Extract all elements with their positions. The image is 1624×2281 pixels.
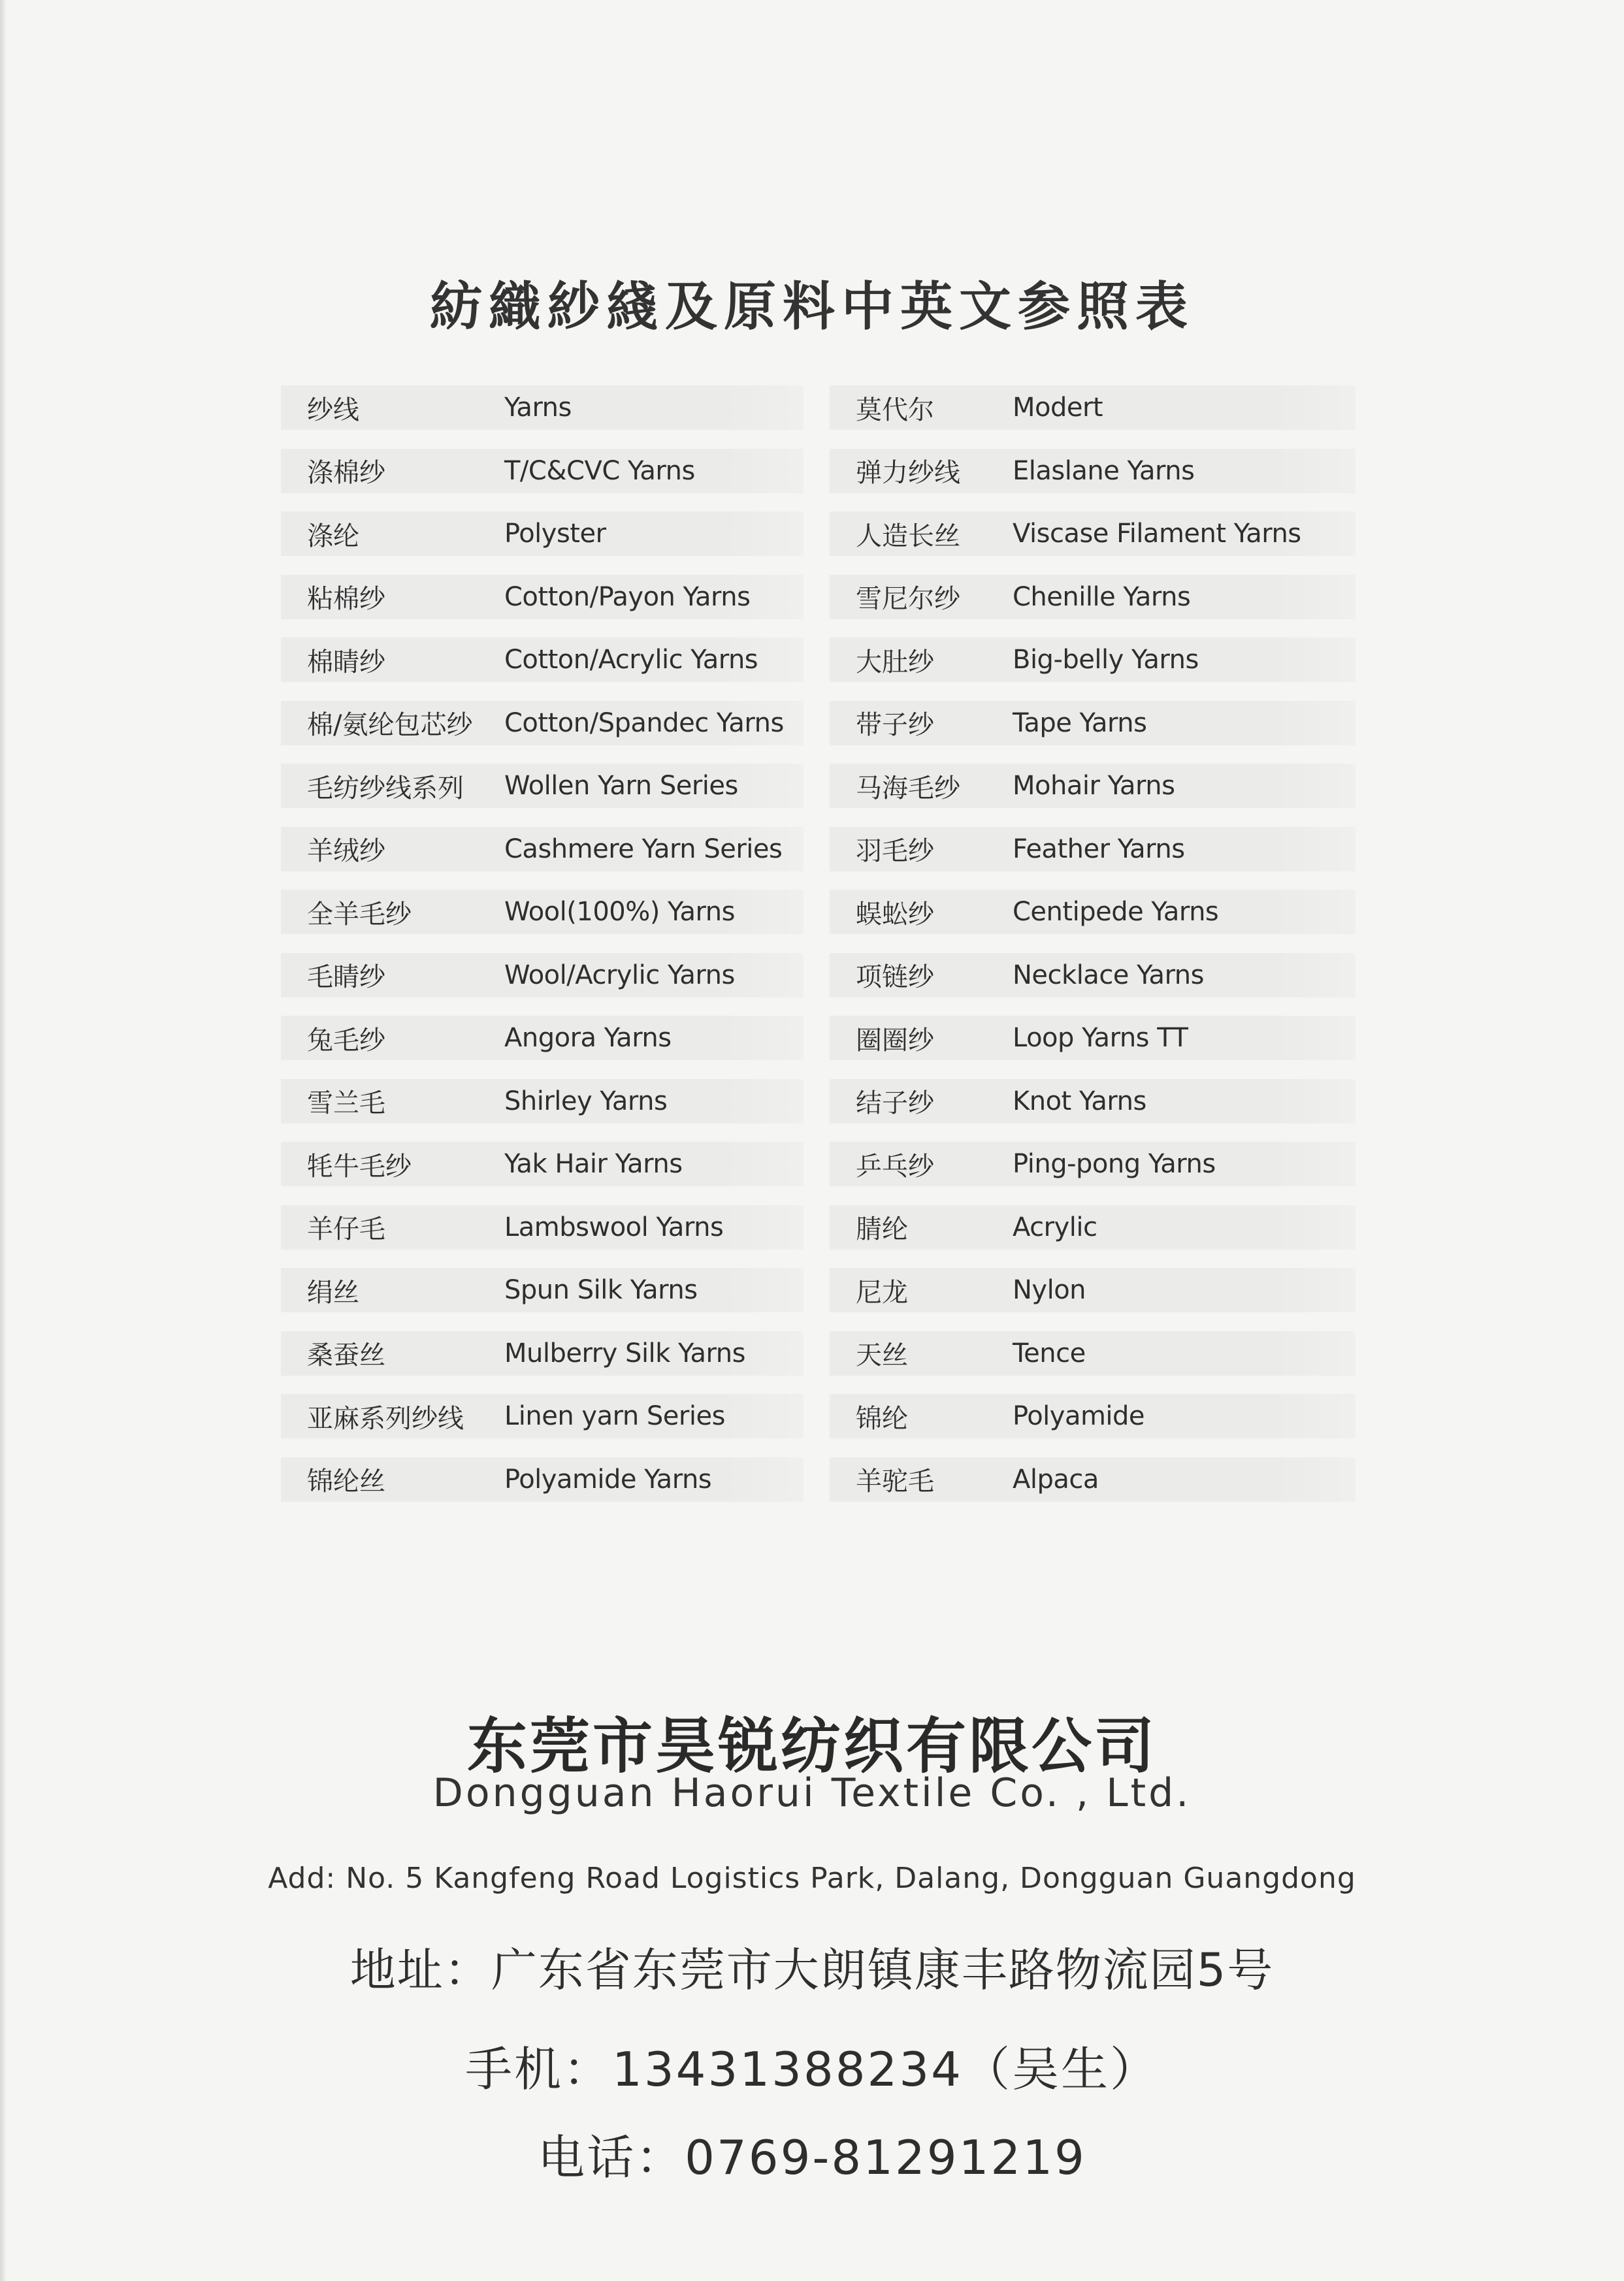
- term-chinese: 桑蚕丝: [307, 1340, 385, 1370]
- term-english: Cotton/Spandec Yarns: [504, 707, 784, 738]
- term-chinese: 雪尼尔纱: [856, 584, 960, 614]
- glossary-row: [281, 385, 804, 430]
- term-english: Polyster: [504, 519, 606, 549]
- term-english: Linen yarn Series: [504, 1401, 725, 1431]
- glossary-row: [830, 385, 1356, 430]
- term-english: Wollen Yarn Series: [504, 771, 738, 801]
- glossary-row: [281, 890, 804, 934]
- glossary-row: [830, 827, 1356, 871]
- term-chinese: 粘棉纱: [307, 584, 385, 614]
- term-chinese: 羊仔毛: [307, 1214, 385, 1244]
- term-english: Alpaca: [1013, 1464, 1099, 1495]
- page-title: 紡織紗綫及原料中英文参照表: [430, 276, 1194, 337]
- term-chinese: 兔毛纱: [307, 1025, 385, 1056]
- glossary-row: [281, 1331, 804, 1376]
- term-chinese: 棉睛纱: [307, 647, 385, 677]
- term-chinese: 尼龙: [856, 1277, 908, 1308]
- glossary-row: [281, 449, 804, 493]
- term-english: Lambswool Yarns: [504, 1212, 724, 1242]
- term-english: Nylon: [1013, 1275, 1086, 1305]
- term-english: Knot Yarns: [1013, 1086, 1146, 1116]
- glossary-row: [281, 1268, 804, 1312]
- glossary-row: [830, 701, 1356, 745]
- term-chinese: 涤棉纱: [307, 458, 385, 488]
- phone-number: 电话：0769-81291219: [538, 2130, 1086, 2185]
- term-english: Viscase Filament Yarns: [1013, 519, 1301, 549]
- term-chinese: 人造长丝: [856, 521, 960, 551]
- term-english: Ping-pong Yarns: [1013, 1149, 1216, 1179]
- left-glossary-column: [281, 385, 804, 1520]
- term-chinese: 天丝: [856, 1340, 908, 1370]
- glossary-row: [281, 511, 804, 556]
- glossary-row: [830, 1268, 1356, 1312]
- term-chinese: 带子纱: [856, 710, 934, 740]
- term-english: Mulberry Silk Yarns: [504, 1338, 745, 1368]
- glossary-row: [830, 1331, 1356, 1376]
- glossary-row: [830, 638, 1356, 682]
- term-chinese: 绢丝: [307, 1277, 359, 1308]
- term-chinese: 牦牛毛纱: [307, 1151, 412, 1182]
- term-english: Big-belly Yarns: [1013, 645, 1199, 675]
- term-chinese: 毛纺纱线系列: [307, 773, 464, 803]
- glossary-row: [281, 638, 804, 682]
- right-glossary-column: [830, 385, 1356, 1520]
- address-en: Add: No. 5 Kangfeng Road Logistics Park, Dalang, Dongguan Guangdong: [268, 1862, 1356, 1895]
- glossary-row: [281, 1457, 804, 1502]
- glossary-row: [281, 1142, 804, 1186]
- glossary-row: [830, 449, 1356, 493]
- term-chinese: 锦纶: [856, 1403, 908, 1434]
- glossary-row: [830, 1142, 1356, 1186]
- term-english: Spun Silk Yarns: [504, 1275, 698, 1305]
- term-english: Modert: [1013, 393, 1103, 423]
- term-english: Shirley Yarns: [504, 1086, 668, 1116]
- term-chinese: 毛睛纱: [307, 962, 385, 992]
- term-chinese: 蜈蚣纱: [856, 899, 934, 930]
- term-chinese: 乒乓纱: [856, 1151, 934, 1182]
- term-english: Cotton/Acrylic Yarns: [504, 645, 758, 675]
- glossary-row: [281, 575, 804, 619]
- glossary-row: [830, 511, 1356, 556]
- glossary-row: [281, 1394, 804, 1438]
- term-chinese: 项链纱: [856, 962, 934, 992]
- glossary-row: [281, 953, 804, 997]
- glossary-row: [830, 764, 1356, 808]
- glossary-row: [830, 1205, 1356, 1250]
- glossary-row: [830, 575, 1356, 619]
- term-chinese: 结子纱: [856, 1088, 934, 1118]
- term-chinese: 腈纶: [856, 1214, 908, 1244]
- term-chinese: 雪兰毛: [307, 1088, 385, 1118]
- glossary-row: [830, 1457, 1356, 1502]
- term-chinese: 全羊毛纱: [307, 899, 412, 930]
- term-chinese: 羽毛纱: [856, 836, 934, 866]
- term-english: Cashmere Yarn Series: [504, 833, 783, 864]
- term-chinese: 亚麻系列纱线: [307, 1403, 464, 1434]
- glossary-row: [830, 953, 1356, 997]
- term-chinese: 棉/氨纶包芯纱: [307, 710, 473, 740]
- glossary-row: [281, 701, 804, 745]
- term-english: Mohair Yarns: [1013, 771, 1175, 801]
- term-english: Cotton/Payon Yarns: [504, 581, 751, 612]
- glossary-row: [830, 890, 1356, 934]
- term-english: Yak Hair Yarns: [504, 1149, 683, 1179]
- term-chinese: 涤纶: [307, 521, 359, 551]
- glossary-row: [281, 764, 804, 808]
- term-english: Tence: [1013, 1338, 1086, 1368]
- company-name-cn: 东莞市昊锐纺织有限公司: [466, 1711, 1157, 1781]
- term-chinese: 圈圈纱: [856, 1025, 934, 1056]
- term-english: Acrylic: [1013, 1212, 1097, 1242]
- mobile-number: 手机：13431388234（吴生）: [465, 2042, 1159, 2097]
- term-chinese: 弹力纱线: [856, 458, 960, 488]
- glossary-row: [830, 1079, 1356, 1124]
- term-chinese: 马海毛纱: [856, 773, 960, 803]
- glossary-row: [830, 1016, 1356, 1060]
- term-english: Necklace Yarns: [1013, 960, 1204, 990]
- term-english: Wool/Acrylic Yarns: [504, 960, 735, 990]
- term-english: Loop Yarns TT: [1013, 1023, 1188, 1053]
- term-english: Feather Yarns: [1013, 833, 1185, 864]
- term-english: Yarns: [504, 393, 572, 423]
- term-english: T/C&CVC Yarns: [504, 455, 695, 486]
- term-english: Chenille Yarns: [1013, 581, 1191, 612]
- term-chinese: 大肚纱: [856, 647, 934, 677]
- glossary-row: [281, 1079, 804, 1124]
- term-chinese: 锦纶丝: [307, 1466, 385, 1496]
- term-chinese: 纱线: [307, 395, 359, 425]
- glossary-row: [281, 1016, 804, 1060]
- address-cn: 地址：广东省东莞市大朗镇康丰路物流园5号: [349, 1943, 1275, 1997]
- term-chinese: 羊驼毛: [856, 1466, 934, 1496]
- term-english: Wool(100%) Yarns: [504, 897, 735, 927]
- term-english: Polyamide: [1013, 1401, 1145, 1431]
- term-english: Centipede Yarns: [1013, 897, 1219, 927]
- term-english: Elaslane Yarns: [1013, 455, 1195, 486]
- glossary-row: [830, 1394, 1356, 1438]
- glossary-row: [281, 827, 804, 871]
- term-english: Polyamide Yarns: [504, 1464, 712, 1495]
- term-english: Angora Yarns: [504, 1023, 672, 1053]
- glossary-row: [281, 1205, 804, 1250]
- term-english: Tape Yarns: [1013, 707, 1147, 738]
- company-name-en: Dongguan Haorui Textile Co. , Ltd.: [432, 1770, 1192, 1816]
- term-chinese: 莫代尔: [856, 395, 934, 425]
- term-chinese: 羊绒纱: [307, 836, 385, 866]
